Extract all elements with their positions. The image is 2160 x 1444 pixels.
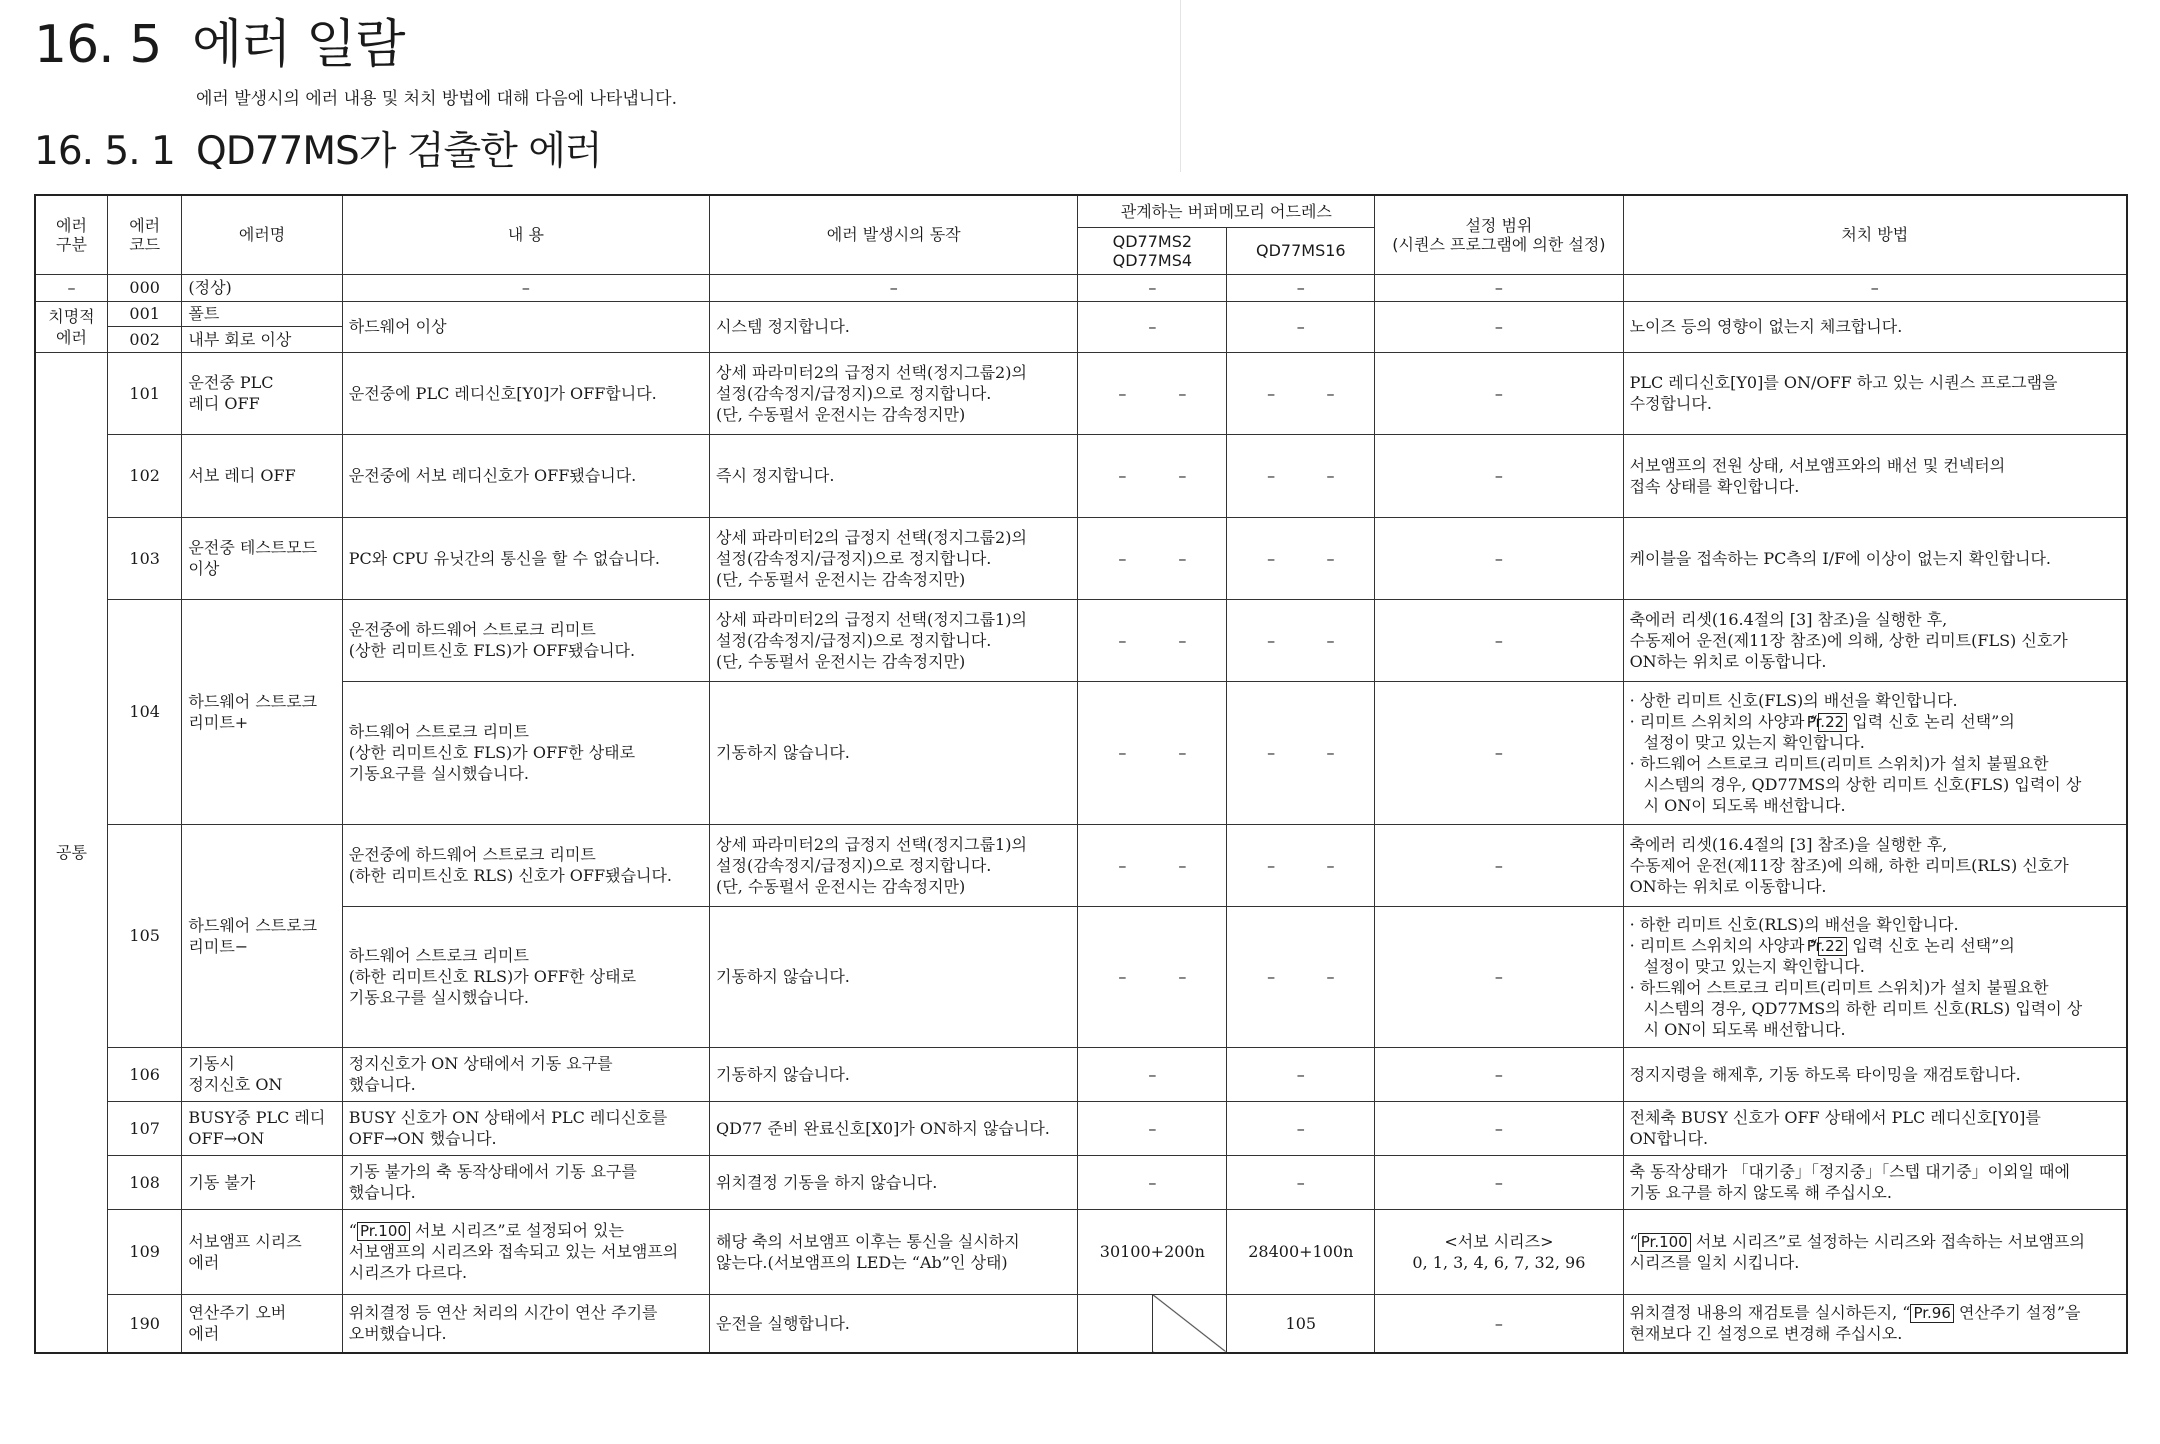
header-error-name: 에러명 [182,195,342,274]
table-row [35,1155,2127,1209]
range-values: 0, 1, 3, 4, 6, 7, 32, 96 [1412,1252,1586,1272]
addr-ms16-cell: – [1227,301,1375,352]
content-cell: 운전중에 서보 레디신호가 OFF됐습니다. [342,434,709,517]
action-cell: 기동하지 않습니다. [710,906,1078,1047]
addr-ms16-cell [1227,517,1375,599]
category-fatal: 치명적 에러 [35,301,107,352]
table-row [35,1294,2127,1353]
code-cell: 102 [107,434,181,517]
addr-ms2-cell [1078,599,1227,681]
bullet-text: 입력 신호 논리 선택”의 설정이 맞고 있는지 확인합니다. [1643,935,2015,976]
header-code: 에러 코드 [107,195,181,274]
content-cell: 운전중에 하드웨어 스트로크 리미트 (상한 리미트신호 FLS)가 OFF됐습니다. [342,599,709,681]
dash: – [1326,967,1335,986]
table-row [35,517,2127,599]
action-cell: 상세 파라미터2의 급정지 선택(정지그룹2)의 설정(감속정지/급정지)으로 정지합니다. (단, 수동펄서 운전시는 감속정지만) [710,352,1078,434]
header-addr-ms2-ms4: QD77MS2 QD77MS4 [1078,227,1227,274]
remedy-cell [1623,1209,2127,1294]
addr-ms2-cell: – [1078,274,1227,301]
bullet-text: · 리미트 스위치의 사양과 “ [1629,935,1818,955]
range-cell: – [1375,1047,1623,1101]
code-cell: 001 [107,301,181,326]
addr-ms2-cell: – [1078,1155,1227,1209]
addr-ms2-cell: – [1078,1047,1227,1101]
remedy-bullet: · 하한 리미트 신호(RLS)의 배선을 확인합니다. [1629,914,1959,934]
bullet-text: · 리미트 스위치의 사양과 “ [1629,711,1818,731]
action-cell: 상세 파라미터2의 급정지 선택(정지그룹1)의 설정(감속정지/급정지)으로 정지합니다. (단, 수동펄서 운전시는 감속정지만) [710,599,1078,681]
name-cell: 하드웨어 스트로크 리미트− [182,824,342,1047]
remedy-bullet [1630,935,2120,977]
dash: – [1118,743,1127,762]
remedy-cell: 축 동작상태가 「대기중」「정지중」「스텝 대기중」이외일 때에 기동 요구를 하지 않도록 해 주십시오. [1623,1155,2127,1209]
range-cell: – [1375,274,1623,301]
param-tag: Pr.22 [1818,937,1847,956]
dash: – [1178,630,1187,650]
subsection-title: QD77MS가 검출한 에러 [196,129,602,174]
header-action: 에러 발생시의 동작 [710,195,1078,274]
category-common: 공통 [35,352,107,1353]
name-cell: 기동시 정지신호 ON [182,1047,342,1101]
action-cell: QD77 준비 완료신호[X0]가 ON하지 않습니다. [710,1101,1078,1155]
dash: – [1178,855,1187,875]
range-cell: – [1375,434,1623,517]
table-row [35,681,2127,824]
action-cell: 운전을 실행합니다. [710,1294,1078,1353]
section-intro: 에러 발생시의 에러 내용 및 처치 방법에 대해 다음에 나타냅니다. [196,89,678,109]
remedy-bullet [1630,711,2120,753]
addr-ms16-cell: – [1227,1155,1375,1209]
dash: – [1118,855,1127,875]
range-cell: – [1375,301,1623,352]
dash: – [1267,967,1276,986]
remedy-text: 서보 시리즈”로 설정하는 시리즈와 접속하는 서보앰프의 시리즈를 일치 시킵니다. [1629,1231,2085,1272]
addr-ms16-cell [1227,434,1375,517]
dash: – [1178,548,1187,568]
addr-ms2-cell [1078,517,1227,599]
dash: – [1267,855,1276,875]
range-cell: – [1375,1155,1623,1209]
addr-ms16-cell [1227,681,1375,824]
name-cell: 서보앰프 시리즈 에러 [182,1209,342,1294]
content-cell: 하드웨어 스트로크 리미트 (하한 리미트신호 RLS)가 OFF한 상태로 기동요구를 실시했습니다. [342,906,709,1047]
table-row [35,434,2127,517]
header-buffer-memory: 관계하는 버퍼메모리 어드레스 [1078,195,1375,227]
name-cell: BUSY중 PLC 레디 OFF→ON [182,1101,342,1155]
action-cell: 기동하지 않습니다. [710,1047,1078,1101]
dash: – [1178,743,1187,762]
remedy-text: 위치결정 내용의 재검토를 실시하든지, “ [1629,1303,1911,1323]
table-row [35,1209,2127,1294]
table-row [35,301,2127,326]
subsection-number: 16. 5. 1 [34,129,175,174]
addr-ms16-cell [1227,352,1375,434]
content-cell: – [342,274,709,301]
range-cell: – [1375,517,1623,599]
dash: – [1326,855,1335,875]
dash: – [1267,743,1276,762]
action-cell: 기동하지 않습니다. [710,681,1078,824]
remedy-cell: 정지지령을 해제후, 기동 하도록 타이밍을 재검토합니다. [1623,1047,2127,1101]
empty-cell [1078,1294,1152,1353]
content-cell: 하드웨어 이상 [342,301,709,352]
remedy-cell: 서보앰프의 전원 상태, 서보앰프와의 배선 및 컨넥터의 접속 상태를 확인합니다. [1623,434,2127,517]
content-text: “ [348,1221,357,1240]
code-cell: 000 [107,274,181,301]
param-tag: Pr.100 [357,1222,410,1241]
name-cell: 내부 회로 이상 [182,326,342,352]
dash: – [1326,466,1335,485]
code-cell: 107 [107,1101,181,1155]
remedy-cell: 전체축 BUSY 신호가 OFF 상태에서 PLC 레디신호[Y0]를 ON합니다. [1623,1101,2127,1155]
dash: – [1267,630,1276,650]
header-row-1 [35,195,2127,227]
remedy-text: 연산주기 설정”을 현재보다 긴 설정으로 변경해 주십시오. [1629,1303,2081,1344]
name-cell: 운전중 테스트모드 이상 [182,517,342,599]
remedy-cell: PLC 레디신호[Y0]를 ON/OFF 하고 있는 시퀀스 프로그램을 수정합니다. [1623,352,2127,434]
addr-ms2-cell [1078,906,1227,1047]
category-cell: – [35,274,107,301]
param-tag: Pr.22 [1818,713,1847,732]
content-cell: 운전중에 하드웨어 스트로크 리미트 (하한 리미트신호 RLS) 신호가 OFF됐습니다. [342,824,709,906]
dash: – [1267,548,1276,568]
header-setting-range: 설정 범위 (시퀀스 프로그램에 의한 설정) [1375,195,1623,274]
range-cell: – [1375,906,1623,1047]
addr-ms16-cell: – [1227,1047,1375,1101]
diagonal-na-cell [1152,1294,1226,1353]
addr-ms2-cell: 30100+200n [1078,1209,1227,1294]
param-tag: Pr.100 [1638,1233,1691,1252]
code-cell: 002 [107,326,181,352]
code-cell: 106 [107,1047,181,1101]
table-row [35,1047,2127,1101]
remedy-cell: 축에러 리셋(16.4절의 [3] 참조)을 실행한 후, 수동제어 운전(제11장 참조)에 의해, 하한 리미트(RLS) 신호가 ON하는 위치로 이동합니다. [1623,824,2127,906]
content-cell [342,1209,709,1294]
name-cell: 기동 불가 [182,1155,342,1209]
code-cell: 105 [107,824,181,1047]
param-tag: Pr.96 [1910,1304,1953,1323]
table-row [35,1101,2127,1155]
name-cell: 운전중 PLC 레디 OFF [182,352,342,434]
content-text: 서보 시리즈”로 설정되어 있는 서보앰프의 시리즈와 접속되고 있는 서보앰프의 시리즈가 다르다. [348,1221,679,1282]
remedy-cell: 노이즈 등의 영향이 없는지 체크합니다. [1623,301,2127,352]
section-heading [34,14,404,76]
dash: – [1178,383,1187,403]
remedy-bullet: · 하드웨어 스트로크 리미트(리미트 스위치)가 설치 불필요한 시스템의 경우, QD77MS의 상한 리미트 신호(FLS) 입력이 상 시 ON이 되도록 배선합니다. [1629,753,2082,815]
table-row [35,352,2127,434]
addr-ms2-cell [1078,824,1227,906]
header-remedy: 처치 방법 [1623,195,2127,274]
dash: – [1118,630,1127,650]
addr-ms2-cell [1078,352,1227,434]
addr-ms2-cell [1078,434,1227,517]
table-row [35,274,2127,301]
content-cell: 정지신호가 ON 상태에서 기동 요구를 했습니다. [342,1047,709,1101]
dash: – [1326,383,1335,403]
header-content: 내 용 [342,195,709,274]
content-cell: 기동 불가의 축 동작상태에서 기동 요구를 했습니다. [342,1155,709,1209]
code-cell: 103 [107,517,181,599]
content-cell: BUSY 신호가 ON 상태에서 PLC 레디신호를 OFF→ON 했습니다. [342,1101,709,1155]
dash: – [1118,967,1127,986]
remedy-cell [1623,1294,2127,1353]
remedy-cell [1623,906,2127,1047]
addr-ms2-cell: – [1078,301,1227,352]
remedy-bullet: · 상한 리미트 신호(FLS)의 배선을 확인합니다. [1629,690,1958,710]
remedy-cell: – [1623,274,2127,301]
dash: – [1118,548,1127,568]
dash: – [1326,743,1335,762]
range-cell: – [1375,824,1623,906]
code-cell: 108 [107,1155,181,1209]
header-addr-ms16: QD77MS16 [1227,227,1375,274]
content-cell: 운전중에 PLC 레디신호[Y0]가 OFF합니다. [342,352,709,434]
name-cell: 서보 레디 OFF [182,434,342,517]
section-title: 에러 일람 [192,15,405,75]
range-cell [1375,1209,1623,1294]
remedy-bullet: · 하드웨어 스트로크 리미트(리미트 스위치)가 설치 불필요한 시스템의 경우, QD77MS의 하한 리미트 신호(RLS) 입력이 상 시 ON이 되도록 배선합니다. [1629,977,2083,1039]
addr-ms16-cell: 105 [1227,1294,1375,1353]
name-cell: 하드웨어 스트로크 리미트+ [182,599,342,824]
header-category: 에러 구분 [35,195,107,274]
addr-ms2-cell: – [1078,1101,1227,1155]
name-cell: 연산주기 오버 에러 [182,1294,342,1353]
action-cell: – [710,274,1078,301]
range-cell: – [1375,352,1623,434]
dash: – [1178,967,1187,986]
dash: – [1118,466,1127,485]
action-cell: 위치결정 기동을 하지 않습니다. [710,1155,1078,1209]
remedy-cell: 케이블을 접속하는 PC측의 I/F에 이상이 없는지 확인합니다. [1623,517,2127,599]
remedy-cell: 축에러 리셋(16.4절의 [3] 참조)을 실행한 후, 수동제어 운전(제11장 참조)에 의해, 상한 리미트(FLS) 신호가 ON하는 위치로 이동합니다. [1623,599,2127,681]
code-cell: 109 [107,1209,181,1294]
name-cell: 폴트 [182,301,342,326]
addr-ms16-cell [1227,599,1375,681]
page-divider-line [1180,0,1181,172]
range-cell: – [1375,599,1623,681]
action-cell: 상세 파라미터2의 급정지 선택(정지그룹1)의 설정(감속정지/급정지)으로 정지합니다. (단, 수동펄서 운전시는 감속정지만) [710,824,1078,906]
dash: – [1178,466,1187,485]
subsection-heading [34,128,602,176]
dash: – [1326,630,1335,650]
range-cell: – [1375,1294,1623,1353]
action-cell: 상세 파라미터2의 급정지 선택(정지그룹2)의 설정(감속정지/급정지)으로 정지합니다. (단, 수동펄서 운전시는 감속정지만) [710,517,1078,599]
section-number: 16. 5 [34,15,162,75]
bullet-text: 입력 신호 논리 선택”의 설정이 맞고 있는지 확인합니다. [1643,711,2015,752]
dash: – [1267,383,1276,403]
content-cell: 하드웨어 스트로크 리미트 (상한 리미트신호 FLS)가 OFF한 상태로 기동요구를 실시했습니다. [342,681,709,824]
action-cell: 해당 축의 서보앰프 이후는 통신을 실시하지 않는다.(서보앰프의 LED는 “Ab”인 상태) [710,1209,1078,1294]
remedy-text: “ [1629,1231,1638,1251]
addr-ms16-cell: – [1227,274,1375,301]
remedy-cell [1623,681,2127,824]
dash: – [1326,548,1335,568]
addr-ms16-cell: 28400+100n [1227,1209,1375,1294]
error-table [34,194,2128,1354]
range-cell: – [1375,1101,1623,1155]
name-cell: (정상) [182,274,342,301]
code-cell: 104 [107,599,181,824]
addr-ms16-cell: – [1227,1101,1375,1155]
content-cell: PC와 CPU 유닛간의 통신을 할 수 없습니다. [342,517,709,599]
addr-ms16-cell [1227,906,1375,1047]
action-cell: 시스템 정지합니다. [710,301,1078,352]
dash: – [1118,383,1127,403]
content-cell: 위치결정 등 연산 처리의 시간이 연산 주기를 오버했습니다. [342,1294,709,1353]
dash: – [1267,466,1276,485]
table-row [35,824,2127,906]
code-cell: 190 [107,1294,181,1353]
addr-ms2-cell [1078,681,1227,824]
table-row [35,906,2127,1047]
range-title: <서보 시리즈> [1444,1231,1554,1251]
code-cell: 101 [107,352,181,434]
range-cell: – [1375,681,1623,824]
table-row [35,599,2127,681]
action-cell: 즉시 정지합니다. [710,434,1078,517]
addr-ms16-cell [1227,824,1375,906]
